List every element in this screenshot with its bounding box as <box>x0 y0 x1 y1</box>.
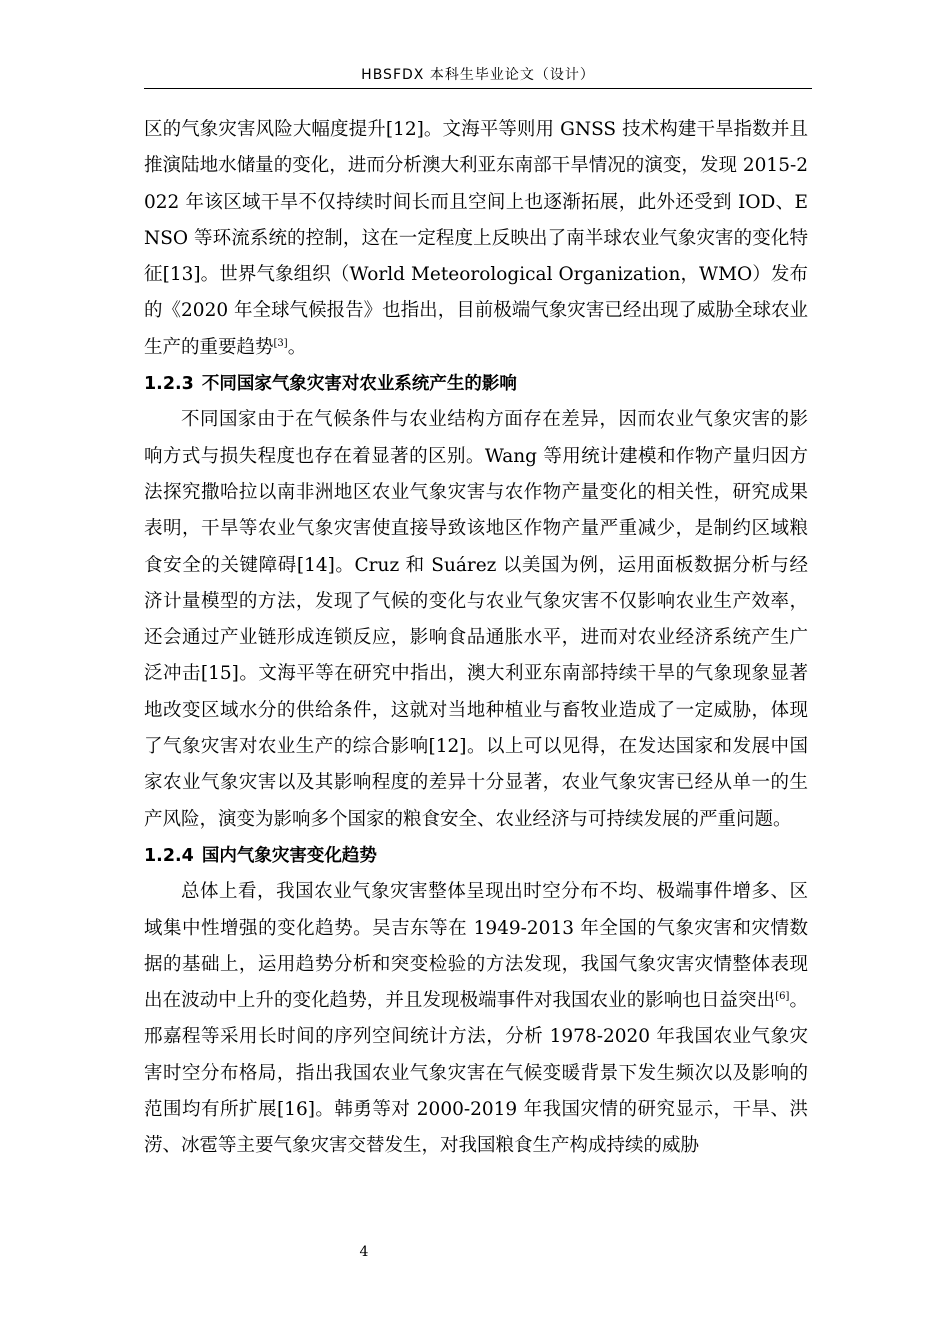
paragraph: 不同国家由于在气候条件与农业结构方面存在差异，因而农业气象灾害的影响方式与损失程度也存在着显著的区别。Wang 等用统计建模和作物产量归因方法探究撒哈拉以南非洲地区农业气象灾害与农作物产量变化的相关性，研究成果表明，干旱等农业气象灾害使直接导致该地区作物产量严重减少，是制约区域粮食安全的关键障碍[14]。Cruz 和 Suárez 以美国为例，运用面板数据分析与经济计量模型的方法，发现了气候的变化与农业气象灾害不仅影响农业生产效率，还会通过产业链形成连锁反应，影响食品通胀水平，进而对农业经济系统产生广泛冲击[15]。文海平等在研究中指出，澳大利亚东南部持续干旱的气象现象显著地改变区域水分的供给条件，这就对当地种植业与畜牧业造成了一定威胁，体现了气象灾害对农业生产的综合影响[12]。以上可以见得，在发达国家和发展中国家农业气象灾害以及其影响程度的差异十分显著，农业气象灾害已经从单一的生产风险，演变为影响多个国家的粮食安全、农业经济与可持续发展的严重问题。 <box>144 409 808 830</box>
paragraph-text-end: 。 <box>287 336 307 358</box>
paragraph-text: 区的气象灾害风险大幅度提升[12]。文海平等则用 GNSS 技术构建干旱指数并且推演陆地水储量的变化，进而分析澳大利亚东南部干旱情况的演变，发现 2015-2022 年该区域干旱不仅持续时间长而且空间上也逐渐拓展，此外还受到 IOD、ENSO 等环流系统的控制，这在一定程度上反映出了南半球农业气象灾害的变化特征[13]。世界气象组织（World Meteorological Organization，WMO）发布的《2020 年全球气候报告》也指出，目前极端气象灾害已经出现了威胁全球农业生产的重要趋势 <box>144 119 808 358</box>
paragraph-continued <box>144 112 808 366</box>
header-rule <box>144 88 812 89</box>
paragraph <box>144 874 808 1164</box>
citation-superscript: [6] <box>775 990 790 1002</box>
citation-superscript: [3] <box>273 337 288 349</box>
section-heading-1-2-4 <box>144 838 808 874</box>
running-header: HBSFDX 本科生毕业论文（设计） <box>361 67 595 83</box>
section-title: 国内气象灾害变化趋势 <box>201 845 377 866</box>
page-body <box>144 112 808 1165</box>
section-title: 不同国家气象灾害对农业系统产生的影响 <box>201 374 517 395</box>
section-heading-1-2-3 <box>144 366 808 402</box>
section-number: 1.2.3 <box>144 374 194 395</box>
section-number: 1.2.4 <box>144 845 194 866</box>
page-number: 4 <box>359 1244 369 1260</box>
paragraph-text-cont: 。邢嘉程等采用长时间的序列空间统计方法，分析 1978-2020 年我国农业气象灾害时空分布格局，指出我国农业气象灾害在气候变暖背景下发生频次以及影响的范围均有所扩展[16]。韩勇等对 2000-2019 年我国灾情的研究显示，干旱、洪涝、冰雹等主要气象灾害交替发生，对我国粮食生产构成持续的威胁 <box>144 990 808 1157</box>
paragraph-text: 总体上看，我国农业气象灾害整体呈现出时空分布不均、极端事件增多、区域集中性增强的变化趋势。吴吉东等在 1949-2013 年全国的气象灾害和灾情数据的基础上，运用趋势分析和突变检验的方法发现，我国气象灾害灾情整体表现出在波动中上升的变化趋势，并且发现极端事件对我国农业的影响也日益突出 <box>144 881 808 1012</box>
